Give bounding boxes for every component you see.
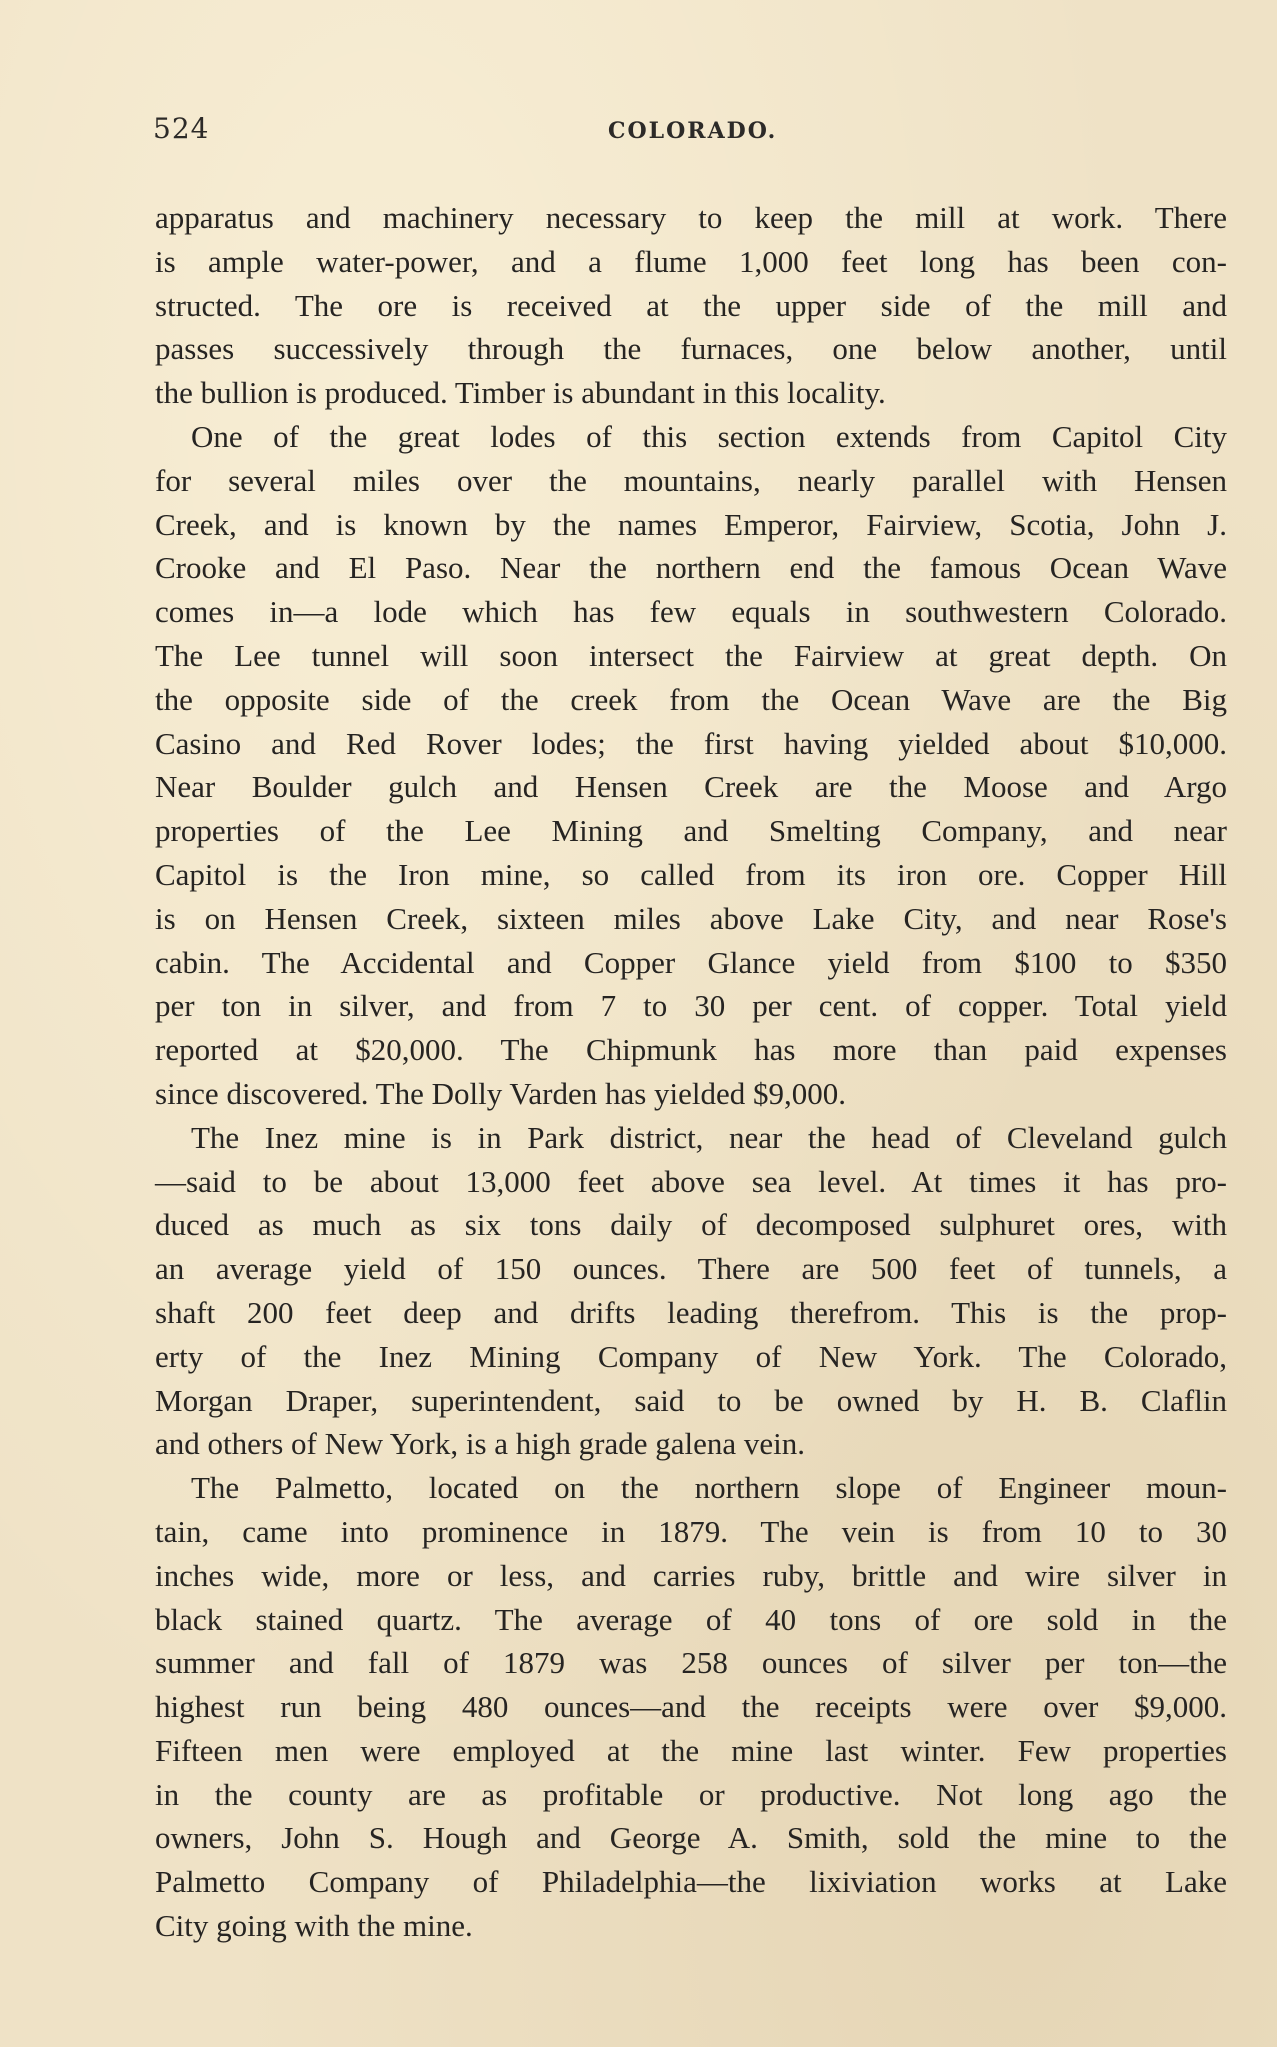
text-line: structed. The ore is received at the upper side of the mill and: [155, 287, 1227, 323]
text-line: is on Hensen Creek, sixteen miles above Lake City, and near Rose's: [155, 900, 1227, 936]
paragraph: [155, 1116, 1227, 1466]
text-line: the opposite side of the creek from the Ocean Wave are the Big: [155, 681, 1227, 717]
paragraph: [155, 1466, 1227, 1948]
text-line: erty of the Inez Mining Company of New York. The Colorado,: [155, 1338, 1227, 1374]
text-line: Morgan Draper, superintendent, said to be owned by H. B. Claflin: [155, 1382, 1227, 1418]
page-header: [153, 112, 1225, 152]
text-line: properties of the Lee Mining and Smelting Company, and near: [155, 813, 1227, 849]
text-line: summer and fall of 1879 was 258 ounces of silver per ton—the: [155, 1645, 1227, 1681]
paragraph: [155, 196, 1227, 415]
text-line: comes in—a lode which has few equals in southwestern Colorado.: [155, 594, 1227, 630]
text-line: per ton in silver, and from 7 to 30 per cent. of copper. Total yield: [155, 988, 1227, 1024]
text-line: cabin. The Accidental and Copper Glance yield from $100 to $350: [155, 944, 1227, 980]
running-head: COLORADO.: [608, 118, 778, 144]
text-line: Palmetto Company of Philadelphia—the lixiviation works at Lake: [155, 1864, 1227, 1900]
text-line: highest run being 480 ounces—and the receipts were over $9,000.: [155, 1689, 1227, 1725]
text-line: —said to be about 13,000 feet above sea level. At times it has pro-: [155, 1163, 1227, 1199]
text-line: reported at $20,000. The Chipmunk has more than paid expenses: [155, 1032, 1227, 1068]
text-line: passes successively through the furnaces, one below another, until: [155, 331, 1227, 367]
text-line: since discovered. The Dolly Varden has yielded $9,000.: [155, 1075, 847, 1111]
text-line: Crooke and El Paso. Near the northern end the famous Ocean Wave: [155, 550, 1227, 586]
text-line: inches wide, more or less, and carries ruby, brittle and wire silver in: [155, 1557, 1227, 1593]
text-line: in the county are as profitable or productive. Not long ago the: [155, 1776, 1227, 1812]
text-line: for several miles over the mountains, nearly parallel with Hensen: [155, 462, 1227, 498]
body-text: [155, 196, 1227, 1948]
text-line: black stained quartz. The average of 40 tons of ore sold in the: [155, 1601, 1227, 1637]
text-line: apparatus and machinery necessary to keep the mill at work. There: [155, 200, 1227, 235]
paragraph: [155, 415, 1227, 1116]
text-line: The Palmetto, located on the northern slope of Engineer moun-: [191, 1470, 1227, 1506]
text-line: owners, John S. Hough and George A. Smith, sold the mine to the: [155, 1820, 1227, 1856]
text-line: The Lee tunnel will soon intersect the Fairview at great depth. On: [155, 637, 1227, 673]
text-line: the bullion is produced. Timber is abundant in this locality.: [155, 375, 886, 411]
text-line: Fifteen men were employed at the mine last winter. Few properties: [155, 1732, 1227, 1768]
text-line: duced as much as six tons daily of decomposed sulphuret ores, with: [155, 1207, 1227, 1243]
text-line: One of the great lodes of this section extends from Capitol City: [191, 418, 1227, 454]
text-line: The Inez mine is in Park district, near the head of Cleveland gulch: [191, 1119, 1227, 1155]
text-line: Creek, and is known by the names Emperor, Fairview, Scotia, John J.: [155, 506, 1227, 542]
text-line: and others of New York, is a high grade galena vein.: [155, 1426, 805, 1462]
page-number: 524: [153, 112, 210, 145]
text-line: is ample water-power, and a flume 1,000 feet long has been con-: [155, 243, 1227, 279]
text-line: Capitol is the Iron mine, so called from its iron ore. Copper Hill: [155, 856, 1227, 892]
text-line: Casino and Red Rover lodes; the first having yielded about $10,000.: [155, 725, 1227, 761]
text-line: an average yield of 150 ounces. There are 500 feet of tunnels, a: [155, 1251, 1227, 1287]
text-line: shaft 200 feet deep and drifts leading therefrom. This is the prop-: [155, 1294, 1227, 1330]
text-line: City going with the mine.: [155, 1908, 473, 1944]
text-line: tain, came into prominence in 1879. The vein is from 10 to 30: [155, 1513, 1227, 1549]
text-line: Near Boulder gulch and Hensen Creek are the Moose and Argo: [155, 769, 1227, 805]
